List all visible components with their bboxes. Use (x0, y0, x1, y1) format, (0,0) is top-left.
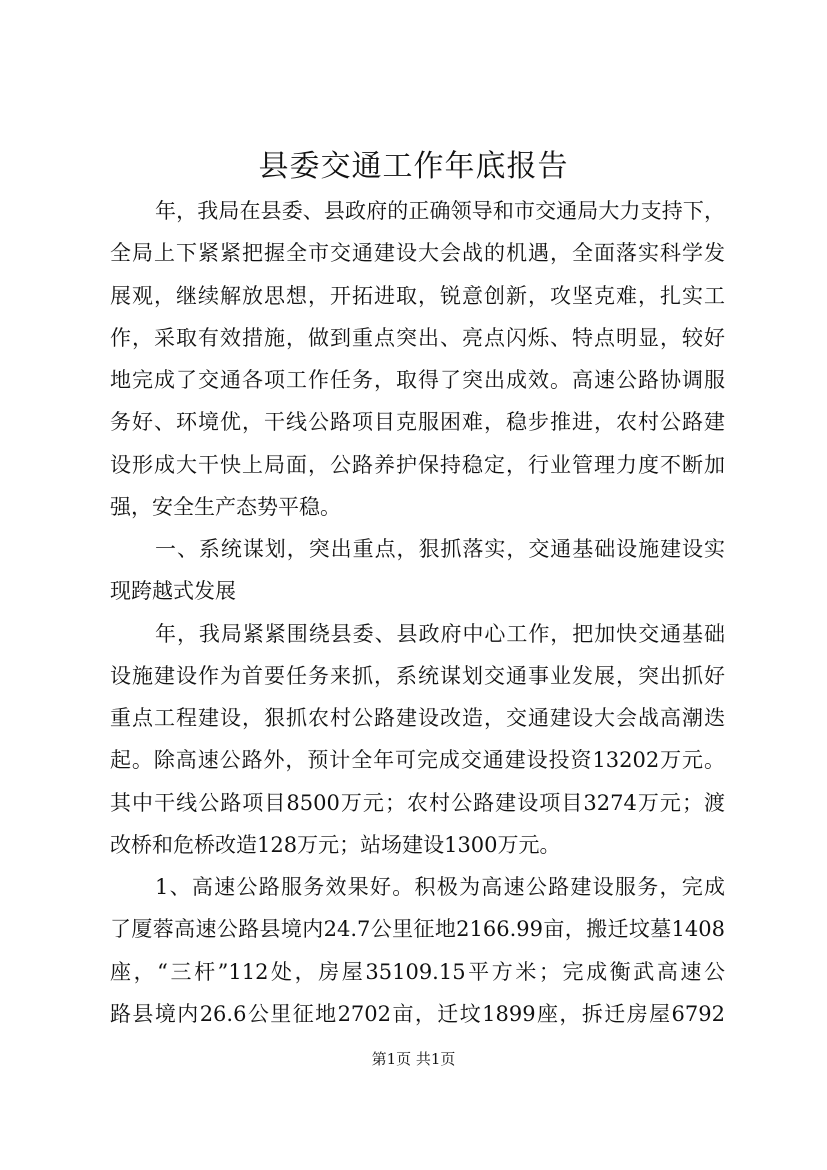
paragraph-line: 路县境内26.6公里征地2702亩，迁坟1899座，拆迁房屋6792 (110, 1002, 725, 1026)
paragraph-line: 年，我局在县委、县政府的正确领导和市交通局大力支持下， (155, 199, 725, 223)
paragraph-line: 了厦蓉高速公路县境内24.7公里征地2166.99亩，搬迁坟墓1408 (110, 917, 725, 941)
page-number-footer: 第1页 共1页 (371, 1050, 456, 1068)
paragraph-line: 其中干线公路项目8500万元；农村公路建设项目3274万元；渡 (110, 791, 725, 815)
paragraph-line: 起。除高速公路外，预计全年可完成交通建设投资13202万元。 (110, 748, 725, 772)
paragraph-line: 展观，继续解放思想，开拓进取，锐意创新，攻坚克难，扎实工 (110, 284, 725, 308)
section-heading-line: 现跨越式发展 (110, 579, 236, 603)
paragraph-line: 务好、环境优，干线公路项目克服困难，稳步推进，农村公路建 (110, 410, 725, 434)
paragraph-line: 强，安全生产态势平稳。 (110, 495, 341, 519)
paragraph-line: 年，我局紧紧围绕县委、县政府中心工作，把加快交通基础 (155, 622, 725, 646)
paragraph-line: 改桥和危桥改造128万元；站场建设1300万元。 (110, 833, 561, 857)
paragraph-line: 作，采取有效措施，做到重点突出、亮点闪烁、特点明显，较好 (110, 326, 725, 350)
paragraph-line: 座，“三杆”112处，房屋35109.15平方米；完成衡武高速公 (110, 960, 725, 984)
paragraph-line: 重点工程建设，狠抓农村公路建设改造，交通建设大会战高潮迭 (110, 706, 725, 730)
paragraph-line: 设施建设作为首要任务来抓，系统谋划交通事业发展，突出抓好 (110, 664, 725, 688)
paragraph-line: 设形成大干快上局面，公路养护保持稳定，行业管理力度不断加 (110, 453, 725, 477)
section-heading-line: 一、系统谋划，突出重点，狠抓落实，交通基础设施建设实 (155, 537, 725, 561)
document-title: 县委交通工作年底报告 (258, 149, 569, 184)
paragraph-line: 全局上下紧紧把握全市交通建设大会战的机遇，全面落实科学发 (110, 241, 725, 265)
paragraph-line: 1、高速公路服务效果好。积极为高速公路建设服务，完成 (155, 875, 725, 899)
paragraph-line: 地完成了交通各项工作任务，取得了突出成效。高速公路协调服 (110, 368, 725, 392)
